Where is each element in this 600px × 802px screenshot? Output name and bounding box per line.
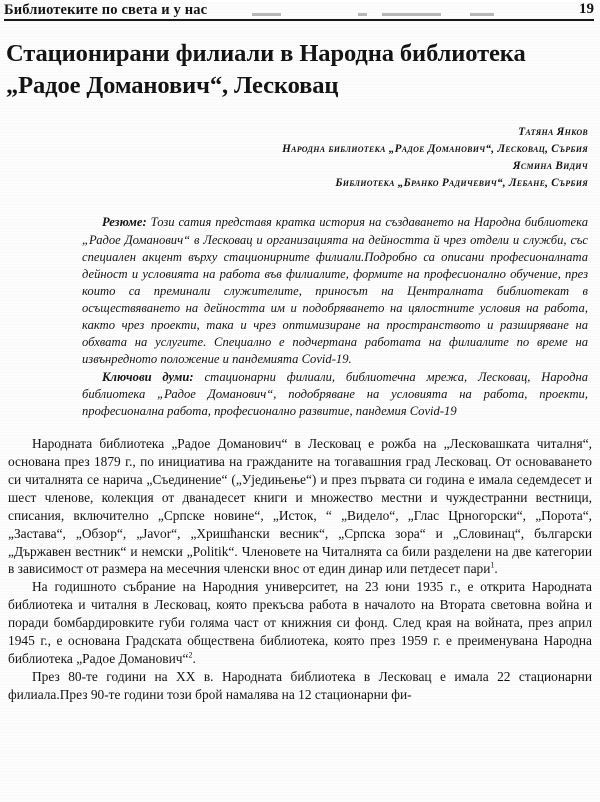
abstract-label: Резюме: bbox=[102, 215, 147, 230]
running-header bbox=[4, 2, 594, 21]
article-title-line2: „Радое Доманович“, Лесковац bbox=[6, 72, 339, 100]
body-paragraph-1: Народната библиотека „Радое Доманович“ в Лесковац е рожба на „Лесковашката читалня“, основана през 1879 г., по инициатива на гражданите на тогавашния град Лесковац. От основаването си читалнята се нарича „Съединение“ („Уједињење“) и през първата си година е имала седемдесет и шест членове, колекция от дванадесет книги и множество местни и чуждестранни вестници, списания, включително „Српске новине“, „Исток, “ „Видело“, „Глас Црногорски“, „Порота“, „Застава“, „Обзор“, „Javor“, „Хришћански весник“, „Српска зора“ и „Словинац“, български „Държавен вестник“ и немски „Politik“. Членовете на Читалнята са били разделени на две категории в зависимост от размера на месечния членски внос от един динар или петдесет пари$^1$. bbox=[8, 436, 592, 577]
body-paragraph-3 bbox=[8, 668, 592, 704]
body-paragraph-2-text: На годишното събрание на Народния университет, на 23 юни 1935 г., е открита Народната библиотека и читалня в Лесковац, която прекъсва работа в началото на Втората световна война и поради бомбардировките губи голяма част от книжния си фонд. След края на войната, през април 1945 г., е основана Градската обществена библиотека, която през 1959 г. е преименувана Народна библиотека „Радое Доманович“ bbox=[8, 579, 592, 666]
keywords-paragraph bbox=[82, 369, 588, 420]
body-paragraph-3-text: През 80-те години на ХХ в. Народната библиотека в Лесковац е имала 22 стационарни филиала.През 90-те години този брой намалява на 12 стационарни фи- bbox=[8, 668, 592, 702]
article-title-line1: Стационирани филиали в Народна библиотека bbox=[6, 39, 526, 67]
keywords-label: Ключови думи: bbox=[102, 370, 194, 385]
article-title bbox=[6, 38, 592, 103]
body-text bbox=[8, 435, 592, 703]
author-name-2: Ясмина Видич bbox=[512, 160, 588, 173]
keywords-text: стационарни филиали, библиотечна мрежа, Лесковац, Народна библиотека „Радое Доманович“, подобряване на условията на работа, проекти, професионална работа, професионално развитие, пандемия Covid-19 bbox=[82, 370, 588, 419]
page-number: 19 bbox=[579, 1, 594, 17]
author-affiliation-2: Библиотека „Бранко Радичевич“, Лебане, Сърбия bbox=[335, 177, 588, 190]
footnote-marker-1: 1 bbox=[490, 560, 495, 570]
abstract-text: Този сатия представя кратка история на създаването на Народна библиотека „Радое Доманович“ в Лесковац и организацията на дейността й чрез отдели и служби, със специален акцент върху стационирните филиали.Подробно са описани професионалната дейност и условията на работа във филиалите, формите на професионално обучение, през които са преминали служителите, приносът на Централната библиотекат в осъществяването на дейността им и подобряването на цялостните условия на работа, както чрез проекти, така и чрез оптимизиране на пространството и разширяване на обхвата на услугите. Специално е подчертана работата на филиалите по време на извънредното положение и пандемията Covid-19. bbox=[82, 215, 588, 366]
abstract-paragraph bbox=[82, 214, 588, 368]
journal-title: Библиотеките по света и у нас bbox=[4, 1, 208, 18]
author-name-1: Татяна Янков bbox=[518, 126, 588, 139]
byline bbox=[0, 124, 588, 192]
author-affiliation-1: Народна библиотека „Радое Доманович“, Лесковац, Сърбия bbox=[282, 143, 588, 156]
body-paragraph-1-text: Народната библиотека „Радое Доманович“ в Лесковац е рожба на „Лесковашката читалня“, основана през 1879 г., по инициатива на гражданите на тогавашния град Лесковац. От основаването си читалнята се нарича „Съединение“ („Уједињење“) и през първата си година е имала седемдесет и шест членове, колекция от дванадесет книги и множество местни и чуждестранни вестници, списания, включително „Српске новине“, „Исток, “ „Видело“, „Глас Црногорски“, „Порота“, „Застава“, „Обзор“, „Javor“, „Хришћански весник“, „Српска зора“ и „Словинац“, български „Държавен вестник“ и немски „Politik“. Членовете на Читалнята са били разделени на две категории в зависимост от размера на месечния членски внос от един динар или петдесет пари bbox=[8, 436, 592, 577]
body-paragraph-2: На годишното събрание на Народния университет, на 23 юни 1935 г., е открита Народната библиотека и читалня в Лесковац, която прекъсва работа в началото на Втората световна война и поради бомбардировките губи голяма част от книжния си фонд. След края на войната, през април 1945 г., е основана Градската обществена библиотека, която през 1959 г. е преименувана Народна библиотека „Радое Доманович“$^2$. bbox=[8, 579, 592, 666]
footnote-marker-2: 2 bbox=[188, 650, 193, 660]
abstract-block bbox=[82, 214, 588, 420]
document-page bbox=[0, 2, 600, 802]
